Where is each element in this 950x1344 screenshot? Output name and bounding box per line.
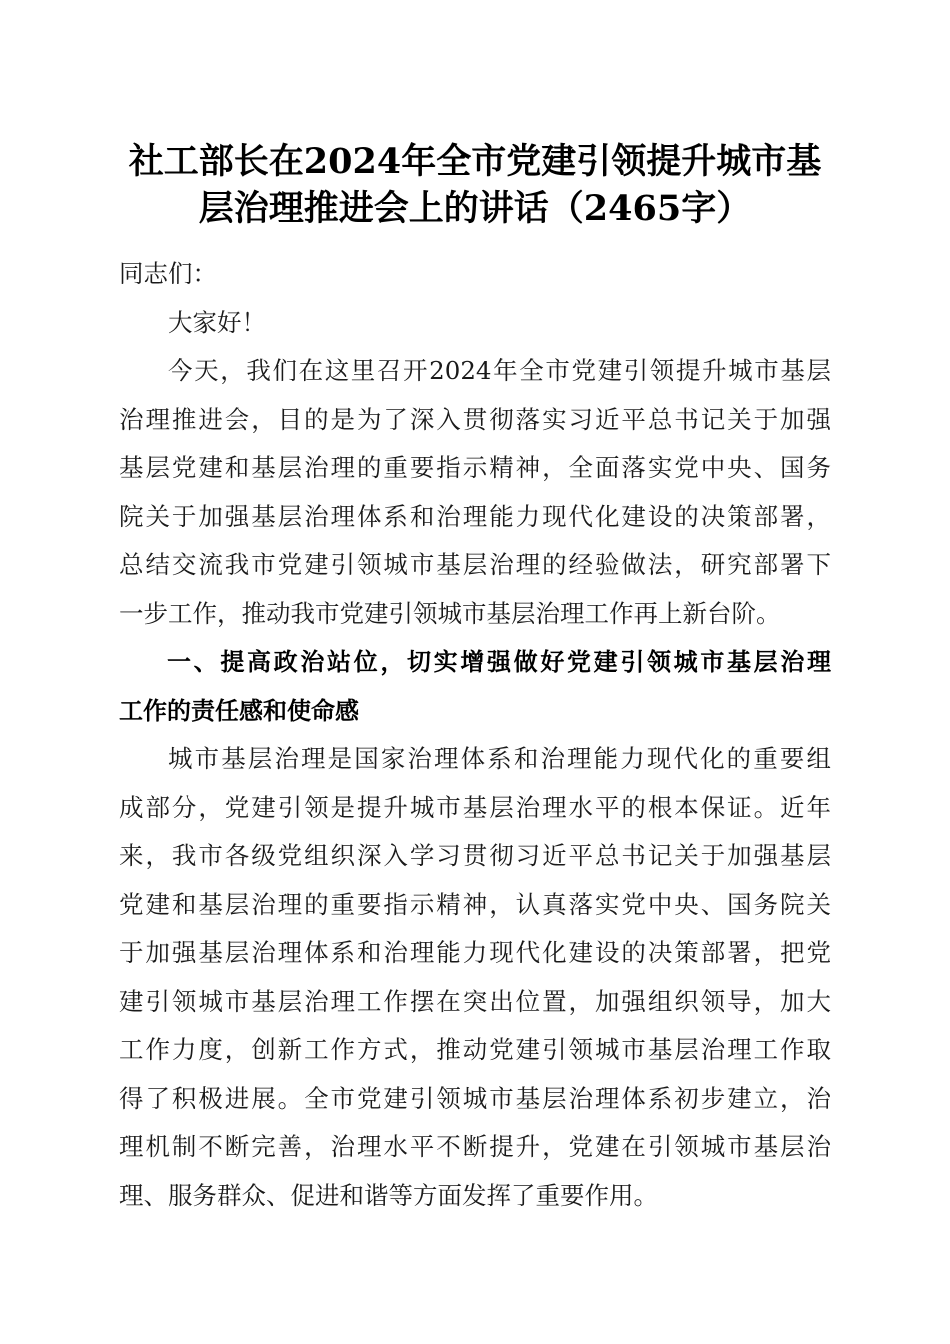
section-1-line-5: 于加强基层治理体系和治理能力现代化建设的决策部署，把党	[119, 938, 831, 967]
section-1-line-9: 理机制不断完善，治理水平不断提升，党建在引领城市基层治	[119, 1132, 831, 1161]
document-body	[119, 250, 831, 1220]
section-1-line-3: 来，我市各级党组织深入学习贯彻习近平总书记关于加强基层	[119, 841, 831, 870]
title-line-1: 社工部长在2024年全市党建引领提升城市基	[128, 141, 822, 182]
intro-paragraph	[119, 347, 831, 638]
intro-line-1: 今天，我们在这里召开2024年全市党建引领提升城市基层	[168, 356, 831, 385]
intro-line-2: 治理推进会，目的是为了深入贯彻落实习近平总书记关于加强	[119, 404, 831, 434]
section-1-paragraph	[119, 735, 831, 1220]
section-1-line-8: 得了积极进展。全市党建引领城市基层治理体系初步建立，治	[119, 1083, 831, 1113]
intro-line-3: 基层党建和基层治理的重要指示精神，全面落实党中央、国务	[119, 453, 831, 482]
title-line-2: 层治理推进会上的讲话（2465字）	[198, 188, 752, 229]
section-1-line-6: 建引领城市基层治理工作摆在突出位置，加强组织领导，加大	[119, 986, 831, 1016]
intro-line-6: 一步工作，推动我市党建引领城市基层治理工作再上新台阶。	[119, 598, 781, 628]
section-1-heading-line-1: 一、提高政治站位，切实增强做好党建引领城市基层治理	[167, 648, 831, 676]
section-1-heading-line-2: 工作的责任感和使命感	[119, 696, 359, 725]
intro-line-4: 院关于加强基层治理体系和治理能力现代化建设的决策部署，	[119, 501, 831, 531]
section-1-line-4: 党建和基层治理的重要指示精神，认真落实党中央、国务院关	[119, 889, 831, 919]
section-1-line-2: 成部分，党建引领是提升城市基层治理水平的根本保证。近年	[119, 792, 831, 822]
section-1-line-7: 工作力度，创新工作方式，推动党建引领城市基层治理工作取	[119, 1035, 831, 1064]
salutation: 同志们：	[119, 259, 217, 288]
intro-line-5: 总结交流我市党建引领城市基层治理的经验做法，研究部署下	[119, 550, 831, 579]
section-1-heading	[119, 638, 831, 735]
greeting: 大家好！	[168, 307, 266, 337]
section-1-line-1: 城市基层治理是国家治理体系和治理能力现代化的重要组	[168, 744, 831, 773]
section-1-line-10: 理、服务群众、促进和谐等方面发挥了重要作用。	[119, 1180, 658, 1210]
document-title	[100, 138, 850, 232]
